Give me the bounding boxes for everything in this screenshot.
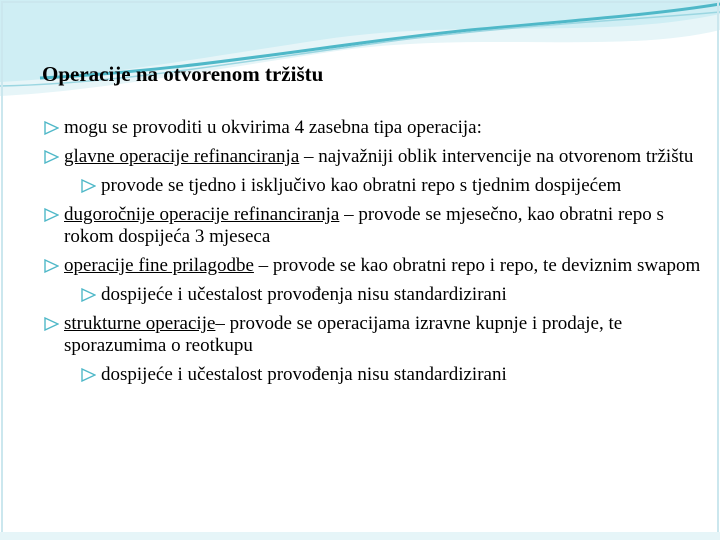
item-text: dospijeće i učestalost provođenja nisu standardizirani xyxy=(101,284,507,305)
teal-bullet-icon xyxy=(44,259,59,273)
item-text: mogu se provoditi u okvirima 4 zasebna tipa operacija: xyxy=(64,117,482,138)
item-term: glavne operacije refinanciranja xyxy=(64,146,300,167)
list-item xyxy=(42,117,702,139)
teal-bullet-icon xyxy=(44,150,59,164)
list-item xyxy=(79,284,702,306)
item-text: dospijeće i učestalost provođenja nisu standardizirani xyxy=(101,364,507,385)
list-item xyxy=(79,175,702,197)
item-text: – provode se kao obratni repo i repo, te deviznim swapom xyxy=(253,255,701,276)
teal-bullet-icon xyxy=(81,368,96,382)
list-item xyxy=(42,255,702,277)
teal-bullet-icon xyxy=(44,121,59,135)
teal-bullet-icon xyxy=(81,288,96,302)
list-item xyxy=(42,204,702,248)
item-term: operacije fine prilagodbe xyxy=(64,255,254,276)
list-item xyxy=(42,146,702,168)
item-text: – provode se mjesečno, kao obratni repo s rokom dospijeća 3 mjeseca xyxy=(64,204,664,247)
item-term: dugoročnije operacije refinanciranja xyxy=(64,204,340,225)
item-text: – provode se operacijama izravne kupnje i prodaje, te sporazumima o reotkupu xyxy=(64,313,623,356)
bullet-list xyxy=(42,117,702,393)
slide-title: Operacije na otvorenom tržištu xyxy=(42,62,324,86)
list-item xyxy=(79,364,702,386)
teal-bullet-icon xyxy=(81,179,96,193)
item-text: provode se tjedno i isključivo kao obratni repo s tjednim dospijećem xyxy=(101,175,622,196)
list-item xyxy=(42,313,702,357)
teal-bullet-icon xyxy=(44,317,59,331)
item-text: – najvažniji oblik intervencije na otvorenom tržištu xyxy=(299,146,694,167)
teal-bullet-icon xyxy=(44,208,59,222)
item-term: strukturne operacije xyxy=(64,313,216,334)
